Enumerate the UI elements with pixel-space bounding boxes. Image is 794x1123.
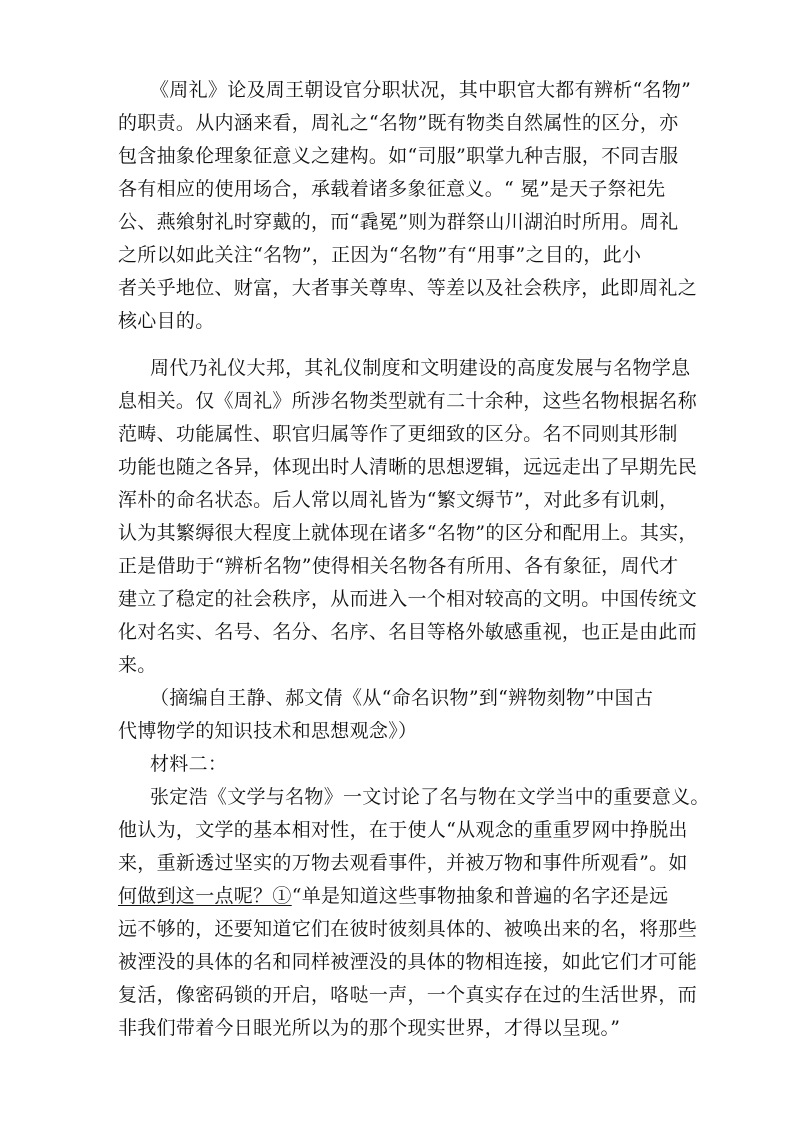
text-line: 张定浩《文学与名物》一文讨论了名与物在文学当中的重要意义。: [150, 786, 710, 808]
section-heading: 材料二：: [150, 753, 228, 775]
text-line: 核心目的。: [118, 310, 215, 332]
text-line: 复活，像密码锁的开启，咯哒一声，一个真实存在过的生活世界，而: [118, 984, 698, 1006]
text-line: 者关乎地位、财富，大者事关尊卑、等差以及社会秩序，此即周礼之: [118, 277, 698, 299]
text-line: 正是借助于“辨析名物”使得相关名物各有所用、各有象征，周代才: [118, 555, 679, 577]
text-line: 来，重新透过坚实的万物去观看事件，并被万物和事件所观看”。如: [118, 852, 688, 874]
text-line: 周代乃礼仪大邦，其礼仪制度和文明建设的高度发展与名物学息: [150, 357, 691, 379]
text-line: 各有相应的使用场合，承载着诸多象征意义。“ 冕”是天子祭祀先: [118, 178, 666, 200]
text-line: 公、燕飨射礼时穿戴的，而“毳冕”则为群祭山川湖泊时所用。周礼: [118, 211, 679, 233]
text-line: 功能也随之各异，体现出时人清晰的思想逻辑，远远走出了早期先民: [118, 456, 698, 478]
text-line: 包含抽象伦理象征意义之建构。如“司服”职掌九种吉服，不同吉服: [118, 145, 679, 167]
text-line: 的职责。从内涵来看，周礼之“名物”既有物类自然属性的区分，亦: [118, 112, 679, 134]
text-line: 来。: [118, 654, 157, 676]
text-line: 他认为，文学的基本相对性，在于使人“从观念的重重罗网中挣脱出: [118, 819, 688, 841]
quote-start: “单是知道这些事物抽象和普遍的名字还是远: [291, 885, 669, 907]
text-line: 化对名实、名号、名分、名序、名目等格外敏感重视，也正是由此而: [118, 621, 698, 643]
text-line: 浑朴的命名状态。后人常以周礼皆为“繁文缛节”，对此多有讥刺，: [118, 489, 679, 511]
text-line: 远不够的，还要知道它们在彼时彼刻具体的、被唤出来的名，将那些: [118, 918, 698, 940]
text-line: 认为其繁缛很大程度上就体现在诸多“名物”的区分和配用上。其实，: [118, 522, 698, 544]
text-line: 范畴、功能属性、职官归属等作了更细致的区分。名不同则其形制: [118, 423, 678, 445]
source-citation: 代博物学的知识技术和思想观念》）: [118, 720, 418, 742]
text-line: 被湮没的具体的名和同样被湮没的具体的物相连接，如此它们才可能: [118, 951, 698, 973]
source-citation: （摘编自王静、郝文倩《从“命名识物”到“辨物刻物”中国古: [150, 687, 654, 709]
text-line: 之所以如此关注“名物”，正因为“名物”有“用事”之目的，此小: [118, 244, 642, 266]
text-line: 《周礼》论及周王朝设官分职状况，其中职官大都有辨析“名物”: [150, 79, 692, 101]
text-line: 息相关。仅《周礼》所涉名物类型就有二十余种，这些名物根据名称: [118, 390, 698, 412]
text-line: 非我们带着今日眼光所以为的那个现实世界，才得以呈现。”: [118, 1017, 621, 1039]
text-line: [118, 883, 668, 909]
text-line: 建立了稳定的社会秩序，从而进入一个相对较高的文明。中国传统文: [118, 588, 698, 610]
underlined-question: 何做到这一点呢？①: [118, 885, 292, 907]
